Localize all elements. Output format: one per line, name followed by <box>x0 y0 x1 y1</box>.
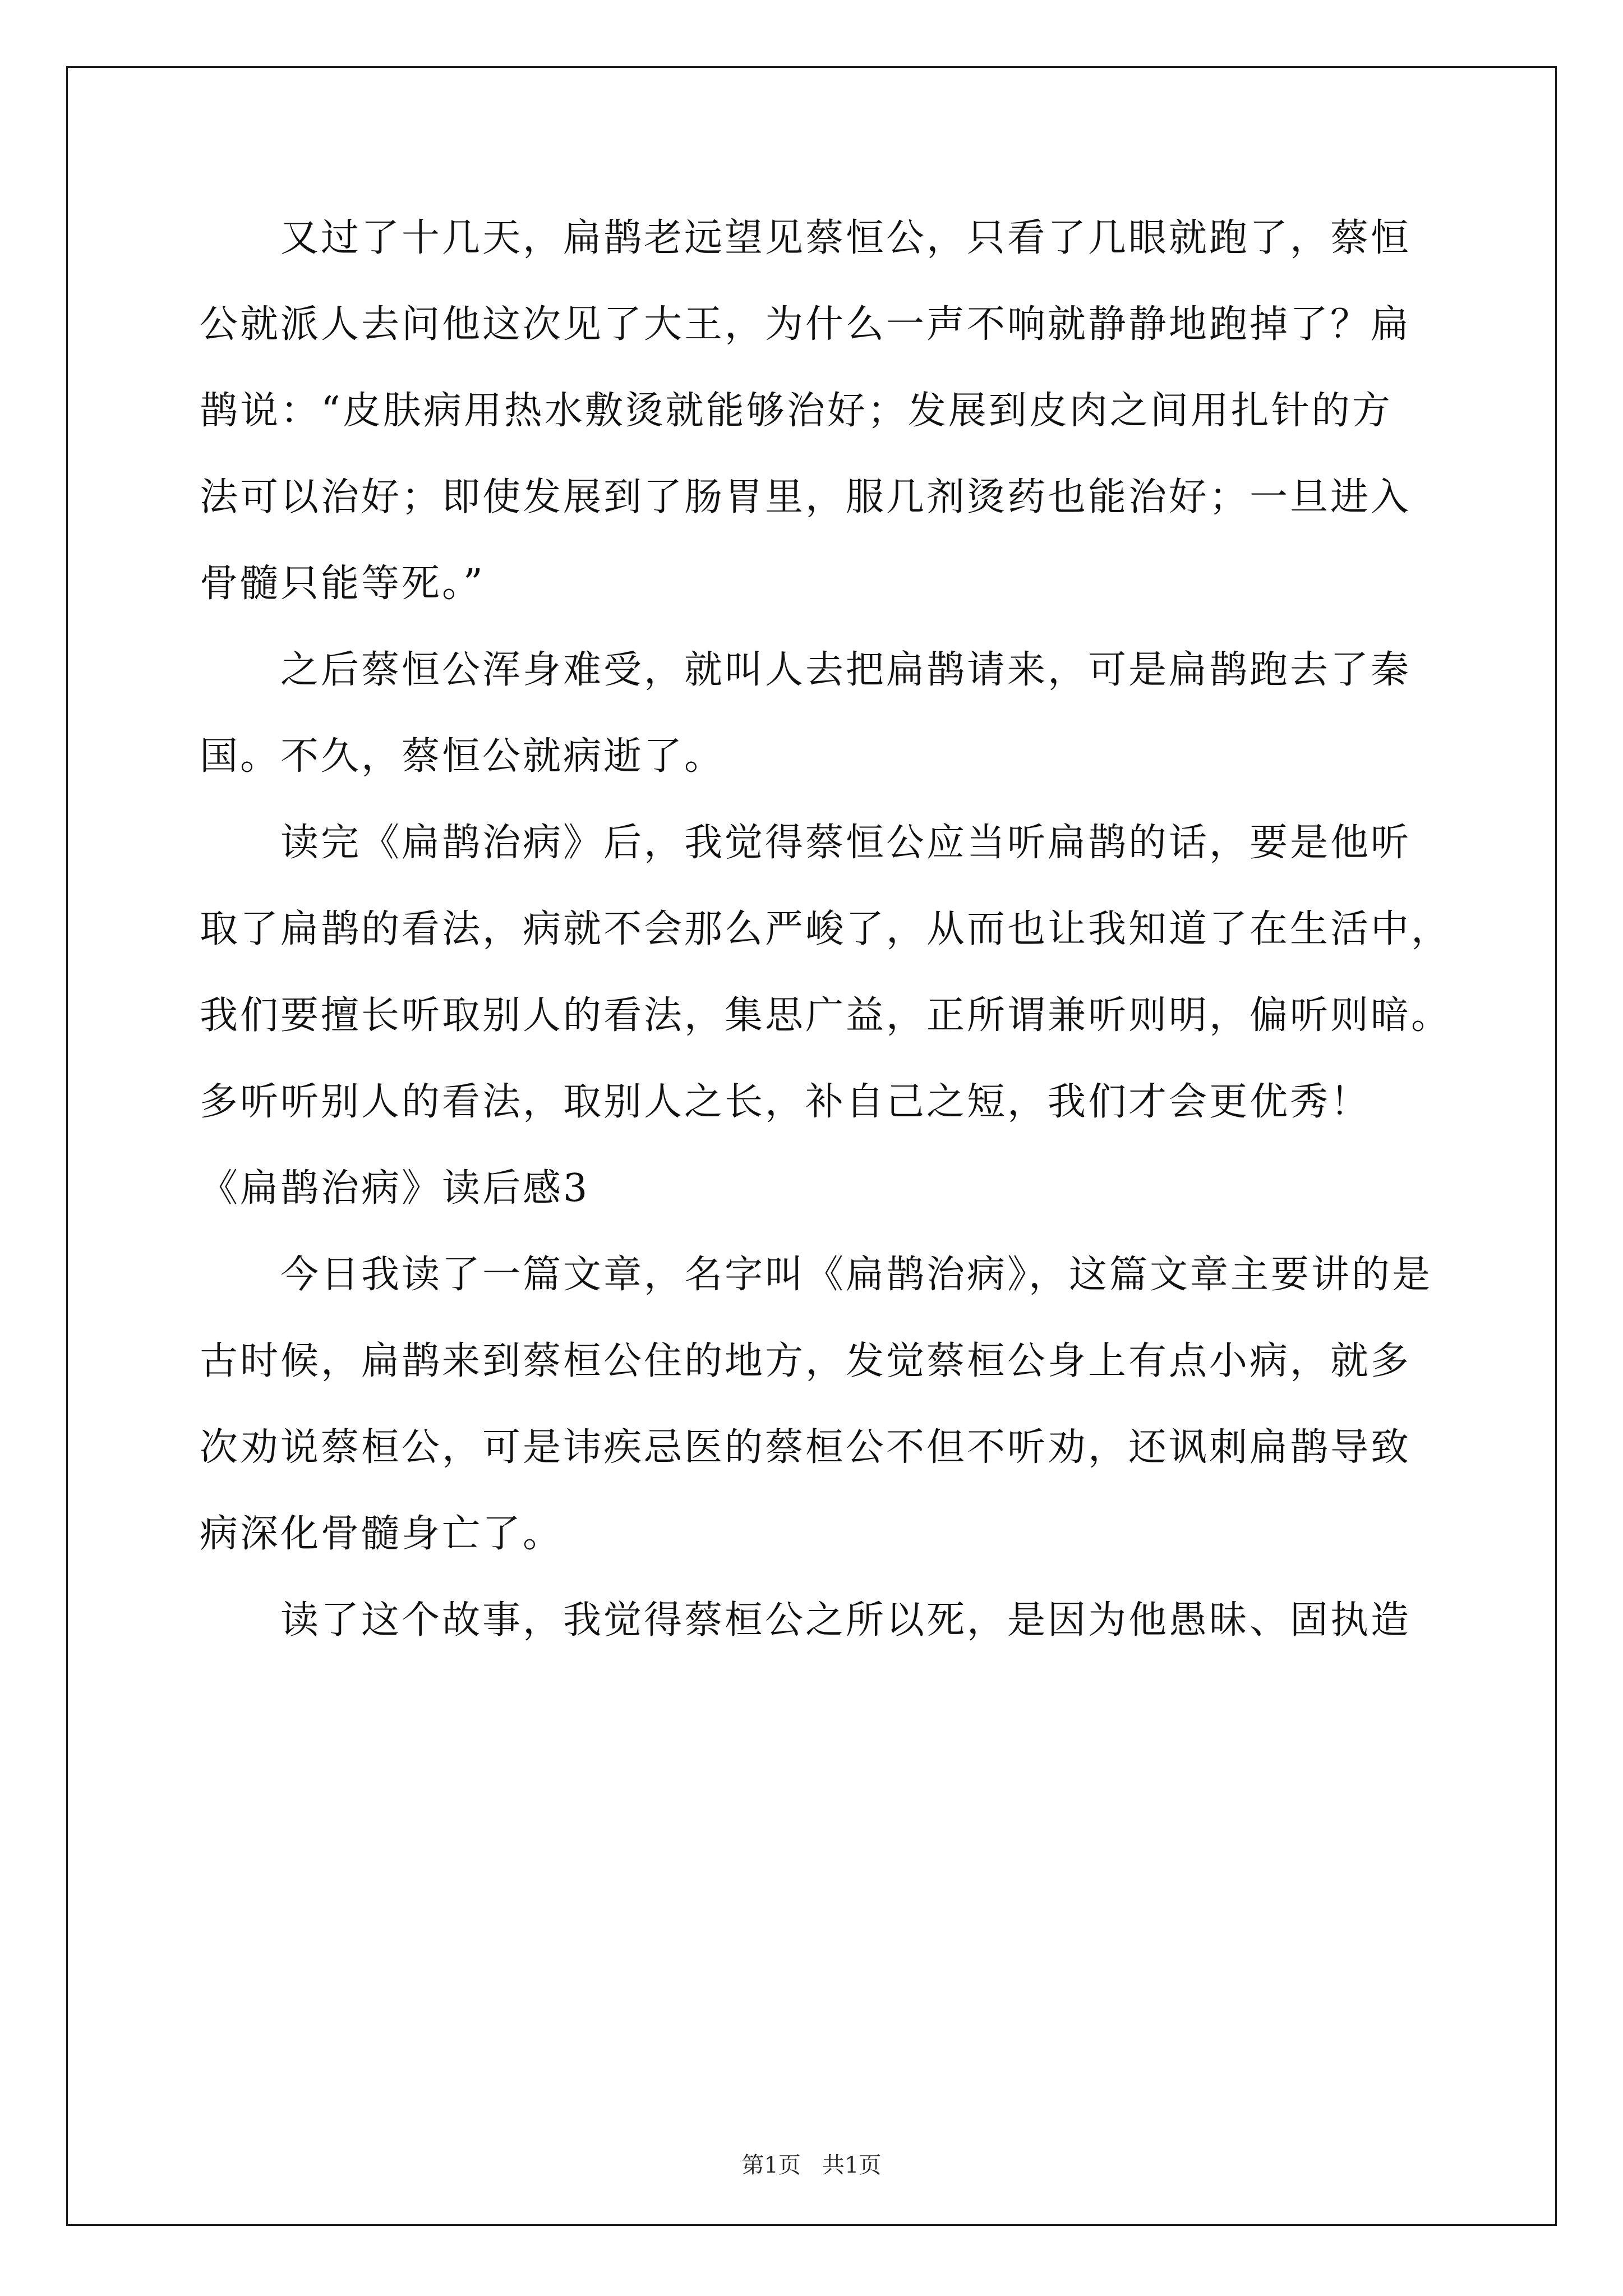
paragraph-line: 取了扁鹊的看法，病就不会那么严峻了，从而也让我知道了在生活中， <box>200 907 1452 951</box>
paragraph-line: 鹊说：“皮肤病用热水敷烫就能够治好；发展到皮肉之间用扎针的方 <box>200 389 1393 433</box>
paragraph-line: 之后蔡恒公浑身难受，就叫人去把扁鹊请来，可是扁鹊跑去了秦 <box>280 648 1412 692</box>
paragraph-line: 我们要擅长听取别人的看法，集思广益，正所谓兼听则明，偏听则暗。 <box>200 993 1452 1038</box>
paragraph-line: 公就派人去问他这次见了大王，为什么一声不响就静静地跑掉了？扁 <box>200 302 1412 347</box>
paragraph-line: 多听听别人的看法，取别人之长，补自己之短，我们才会更优秀！ <box>200 1080 1371 1124</box>
paragraph-line: 古时候，扁鹊来到蔡桓公住的地方，发觉蔡桓公身上有点小病，就多 <box>200 1339 1412 1383</box>
paragraph-line: 法可以治好；即使发展到了肠胃里，服几剂烫药也能治好；一旦进入 <box>200 475 1412 519</box>
paragraph-line: 次劝说蔡桓公，可是讳疾忌医的蔡桓公不但不听劝，还讽刺扁鹊导致 <box>200 1425 1412 1470</box>
paragraph-line: 今日我读了一篇文章，名字叫《扁鹊治病》，这篇文章主要讲的是 <box>280 1253 1433 1297</box>
paragraph-line: 国。不久，蔡恒公就病逝了。 <box>200 734 725 779</box>
paragraph-line: 病深化骨髓身亡了。 <box>200 1512 564 1556</box>
page-number-footer: 第1页 共1页 <box>741 2152 882 2178</box>
paragraph-line: 读完《扁鹊治病》后，我觉得蔡恒公应当听扁鹊的话，要是他听 <box>280 821 1412 865</box>
paragraph-line: 读了这个故事，我觉得蔡桓公之所以死，是因为他愚昧、固执造 <box>280 1598 1412 1642</box>
paragraph-line: 骨髓只能等死。” <box>200 562 485 606</box>
paragraph-line: 又过了十几天，扁鹊老远望见蔡恒公，只看了几眼就跑了，蔡恒 <box>280 216 1412 260</box>
section-heading: 《扁鹊治病》读后感3 <box>200 1166 590 1211</box>
